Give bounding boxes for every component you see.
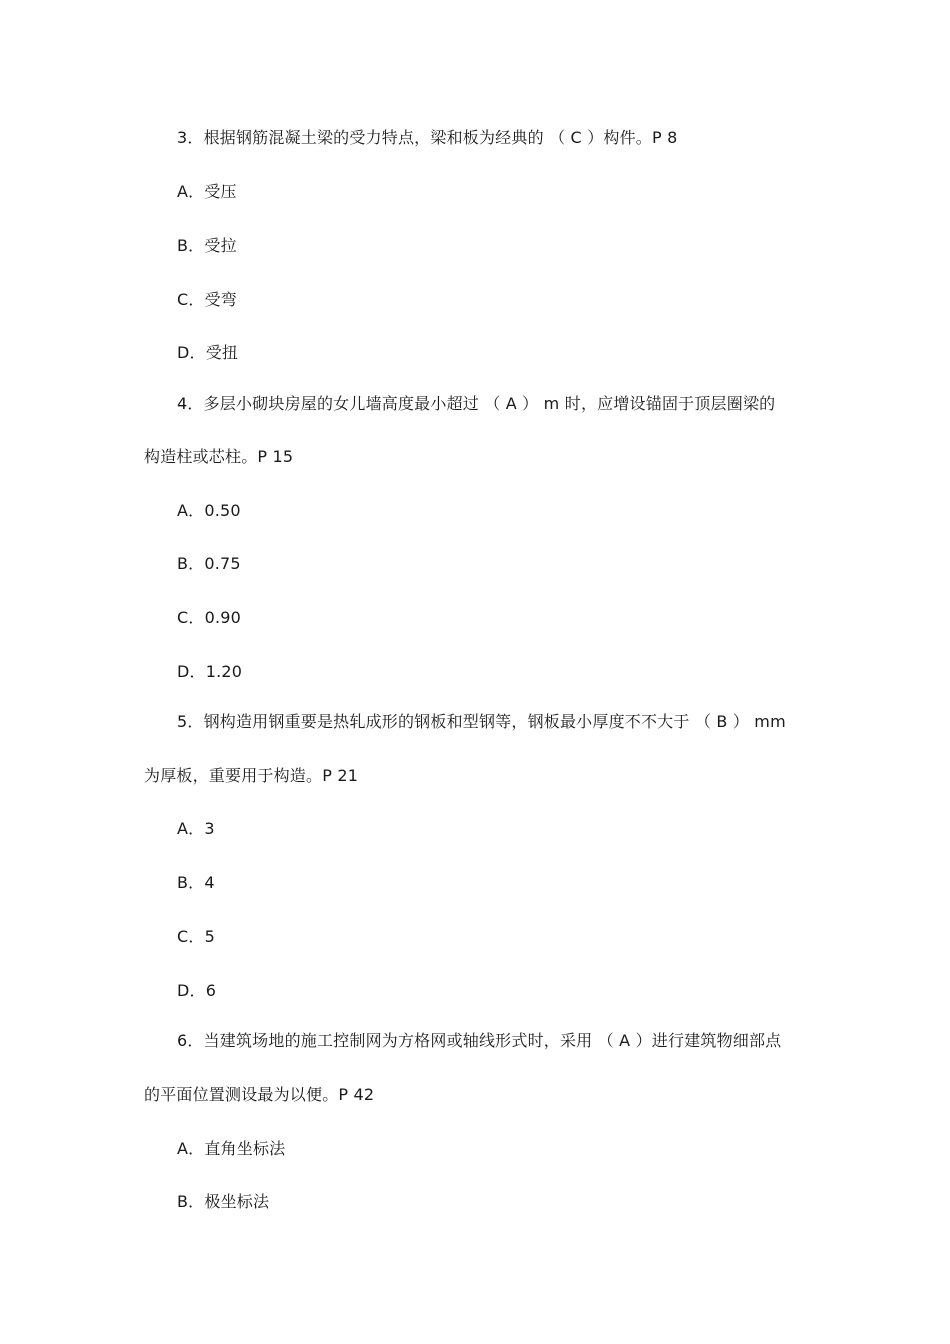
question-3-option-a: A．受压 — [177, 182, 237, 201]
question-5-option-c: C．5 — [177, 927, 215, 946]
question-5-stem-continued: 为厚板，重要用于构造。P 21 — [144, 766, 359, 785]
question-4-stem-continued: 构造柱或芯柱。P 15 — [144, 447, 294, 466]
question-5-stem: 5．钢构造用钢重要是热轧成形的钢板和型钢等，钢板最小厚度不不大于 （ B ） mm — [177, 712, 786, 731]
question-5-option-b: B．4 — [177, 873, 215, 892]
question-3-option-d: D．受扭 — [177, 343, 239, 362]
question-4-option-c: C．0.90 — [177, 608, 241, 627]
question-6-option-b: B．极坐标法 — [177, 1192, 270, 1211]
question-4-option-d: D．1.20 — [177, 662, 243, 681]
question-3-stem: 3．根据钢筋混凝土梁的受力特点，梁和板为经典的 （ C ）构件。P 8 — [177, 128, 678, 147]
question-3-option-c: C．受弯 — [177, 290, 237, 309]
question-5-option-a: A．3 — [177, 819, 215, 838]
question-3-option-b: B．受拉 — [177, 236, 237, 255]
question-6-stem-continued: 的平面位置测设最为以便。P 42 — [144, 1085, 375, 1104]
question-4-option-a: A．0.50 — [177, 501, 241, 520]
question-6-option-a: A．直角坐标法 — [177, 1139, 286, 1158]
question-6-stem: 6．当建筑场地的施工控制网为方格网或轴线形式时，采用 （ A ）进行建筑物细部点 — [177, 1031, 782, 1050]
question-4-stem: 4．多层小砌块房屋的女儿墙高度最小超过 （ A ） m 时，应增设锚固于顶层圈梁的 — [177, 394, 776, 413]
question-5-option-d: D．6 — [177, 981, 217, 1000]
question-4-option-b: B．0.75 — [177, 554, 241, 573]
